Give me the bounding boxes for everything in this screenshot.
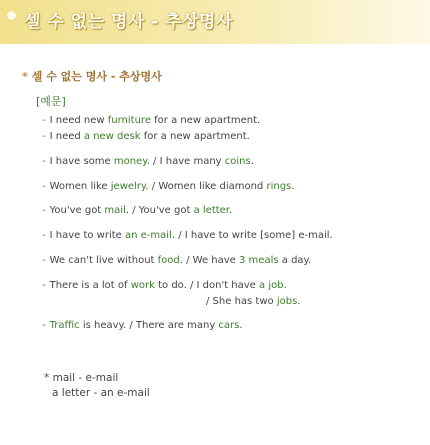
example-line-6: - I have to write an e-mail. / I have to write [some] e-mail. [42,230,333,241]
star-marker-icon: * [22,70,28,83]
example-line-8: - There is a lot of work to do. / I don't have a job. [42,280,287,291]
section-title [22,68,162,84]
example-line-4: - Women like jewelry. / Women like diamond rings. [42,181,295,192]
page-title: 셀 수 없는 명사 - 추상명사 [24,12,233,32]
example-line-2: - I need a new desk for a new apartment. [42,131,250,142]
example-line-5: - You've got mail. / You've got a letter. [42,205,233,216]
bullet-dot-icon [7,11,16,20]
header-banner [0,0,430,44]
example-label: [예문] [36,95,66,108]
example-line-1: - I need new furniture for a new apartment. [42,115,261,126]
example-line-8-continued: / She has two jobs. [206,296,301,307]
example-line-7: - We can't live without food. / We have 3 meals a day. [42,255,312,266]
example-line-9: - Traffic is heavy. / There are many cars. [42,320,243,331]
note-line-2: a letter - an e-mail [52,387,150,399]
section-title-text: 셀 수 없는 명사 - 추상명사 [31,70,162,83]
note-line-1: * mail - e-mail [44,372,119,384]
example-line-3: - I have some money. / I have many coins. [42,156,254,167]
